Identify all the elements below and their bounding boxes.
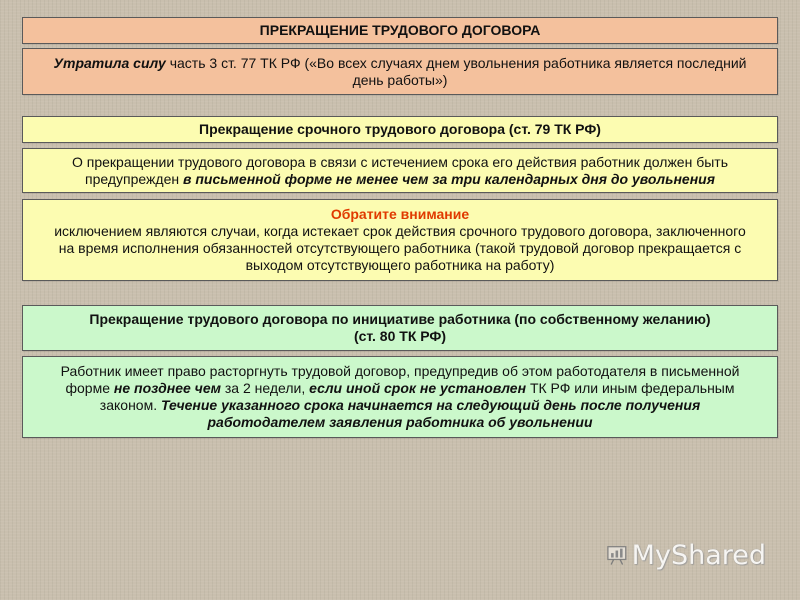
fixed-term-notice-body: О прекращении трудового договора в связи с истечением срока его действия работник должен быть предупрежден xyxy=(72,153,728,187)
body-part-1: Работник имеет право расторгнуть трудовой договор, предупредив об этом работодателя в письменной форме xyxy=(60,363,740,396)
employee-initiative-heading-box xyxy=(22,305,778,351)
watermark-text: MyShared xyxy=(631,539,766,571)
watermark-logo xyxy=(606,538,766,572)
fixed-term-notice-emphasis: в письменной форме не менее чем за три календарных дня до увольнения xyxy=(183,170,715,187)
repealed-note-box xyxy=(22,48,778,95)
body-part-2: за 2 недели, xyxy=(220,380,310,396)
repealed-note-text xyxy=(43,55,757,89)
fixed-term-heading: Прекращение срочного трудового договора (ст. 79 ТК РФ) xyxy=(199,121,601,137)
fixed-term-heading-box xyxy=(22,116,778,143)
employee-initiative-heading-line2: (ст. 80 ТК РФ) xyxy=(353,328,447,344)
repealed-emphasis: Утратила силу xyxy=(53,54,166,71)
body-emphasis-3: Течение указанного срока начинается на следующий день после получения работодателем заявления работника об увольнении xyxy=(161,397,701,430)
presentation-board-icon xyxy=(606,539,628,571)
section-title: ПРЕКРАЩЕНИЕ ТРУДОВОГО ДОГОВОРА xyxy=(259,22,541,38)
employee-initiative-heading-line1: Прекращение трудового договора по инициативе работника (по собственному желанию) xyxy=(89,311,711,327)
attention-heading: Обратите внимание xyxy=(330,206,470,222)
employee-initiative-body xyxy=(47,363,753,431)
fixed-term-notice-box xyxy=(22,148,778,193)
repealed-body: часть 3 ст. 77 ТК РФ («Во всех случаях днем увольнения работника является последний день работы») xyxy=(165,54,747,88)
body-part-3: ТК РФ или иным федеральным законом. xyxy=(99,380,735,413)
fixed-term-notice-text xyxy=(35,154,765,188)
section-title-box xyxy=(22,17,778,44)
attention-text: исключением являются случаи, когда истекает срок действия срочного трудового договора, заключенного на время исполнения обязанностей отсутствующего работника (такой трудовой договор прекращается с выходом отсутствующего работника на работу) xyxy=(54,223,746,273)
employee-initiative-body-box xyxy=(22,356,778,438)
attention-box xyxy=(22,199,778,281)
body-emphasis-2: если иной срок не установлен xyxy=(309,380,527,396)
body-emphasis-1: не позднее чем xyxy=(113,380,221,396)
